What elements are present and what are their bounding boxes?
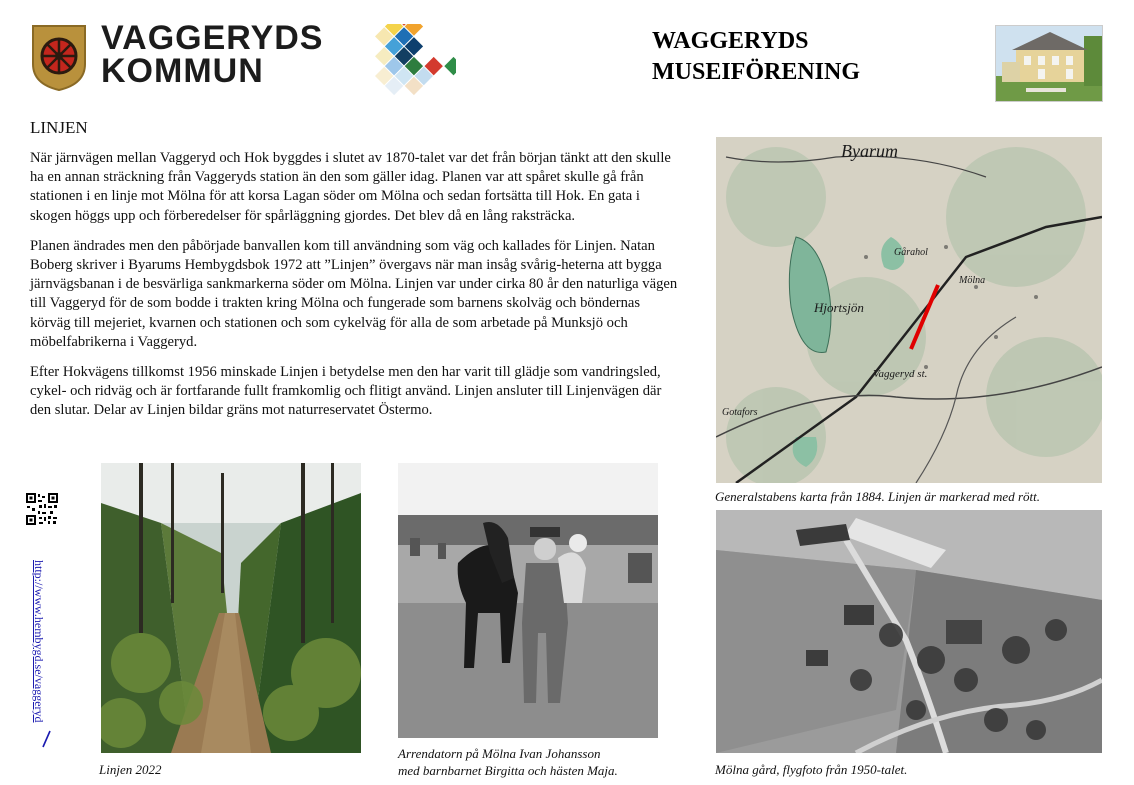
qr-code-icon[interactable] (26, 493, 58, 525)
kommun-wordmark (101, 19, 324, 90)
org-line1: WAGGERYDS (652, 28, 809, 54)
kommun-line2: KOMMUN (101, 52, 264, 90)
historic-map-photo (716, 137, 1102, 483)
map-label-gotafors: Gotafors (722, 407, 758, 418)
map-label-hjortsjon: Hjortsjön (814, 300, 864, 315)
museum-house-photo (995, 25, 1103, 102)
caption-farm-photo: Mölna gård, flygfoto från 1950-talet. (715, 762, 908, 777)
org-line2: MUSEIFÖRENING (652, 59, 861, 85)
wheel-shield-icon (31, 24, 87, 92)
map-label-vaggeryd: Vaggeryd st. (873, 368, 928, 380)
article-paragraph-2: Planen ändrades men den påbörjade banvallen kom till användning som väg och kallades för Linjen. Natan Boberg skriver i Byarums Hembygdsbok 1972 att ”Linjen” övergavs när man insåg svårig-heterna att bygga järnvägsbanan i de besvärliga sankmarkerna söder om Mölna. Linjen var under cirka 80 år den naturliga vägen till Vaggeryd för de som bodde i trakten kring Mölna och fungerade som barnens skolväg och böndernas körväg till mejeriet, kvarnen och stationen och som cykelväg för alla de som arbetade på Munksjö och möbelfabrikerna i Vaggeryd. (30, 237, 678, 350)
article-title: LINJEN (30, 118, 88, 137)
caption-farmer-photo (398, 745, 698, 779)
link-end-mark (40, 730, 52, 748)
map-label-molna: Mölna (959, 275, 986, 286)
caption-farmer-line1: Arrendatorn på Mölna Ivan Johansson (398, 746, 601, 761)
article-paragraph-3: Efter Hokvägens tillkomst 1956 minskade Linjen i betydelse men den har varit till glädje som vandringsled, cykel- och ridväg och är fortfarande fullt framkomlig och flitigt använd. Linjen ansluter till Linjenvägen där den slutar. Delar av Linjen bildar gräns mot naturreservatet Östermo. (30, 364, 662, 419)
article-paragraph-1: När järnvägen mellan Vaggeryd och Hok byggdes i slutet av 1870-talet var det från början tänkt att den skulle ha en annan sträckning från Vaggeryds station än den som gäller idag. Planen var att spåret skulle gå från stationen i en linje mot Mölna för att korsa Lagan söder om Mölna och sedan fortsätta till Hok. En gata i skogen höggs upp och förberedelser för spårläggning gjordes. Det blev då en lång raksträcka. (30, 150, 671, 224)
article-body (30, 149, 682, 432)
color-mosaic-icon (352, 24, 456, 104)
website-link[interactable]: http://www.hembygd.se/vaggeryd (32, 560, 46, 723)
aerial-farm-photo (716, 510, 1102, 753)
caption-map: Generalstabens karta från 1884. Linjen är markerad med rött. (715, 489, 1040, 504)
caption-farmer-line2: med barnbarnet Birgitta och hästen Maja. (398, 763, 618, 778)
kommun-line1: VAGGERYDS (101, 19, 324, 57)
map-label-byarum: Byarum (841, 141, 898, 161)
caption-forest-photo: Linjen 2022 (99, 762, 162, 777)
farmer-horse-photo (398, 463, 658, 738)
forest-path-photo (101, 463, 361, 753)
map-label-garahol: Gårahol (894, 247, 928, 258)
org-name (652, 26, 952, 88)
kommun-shield (31, 24, 87, 92)
